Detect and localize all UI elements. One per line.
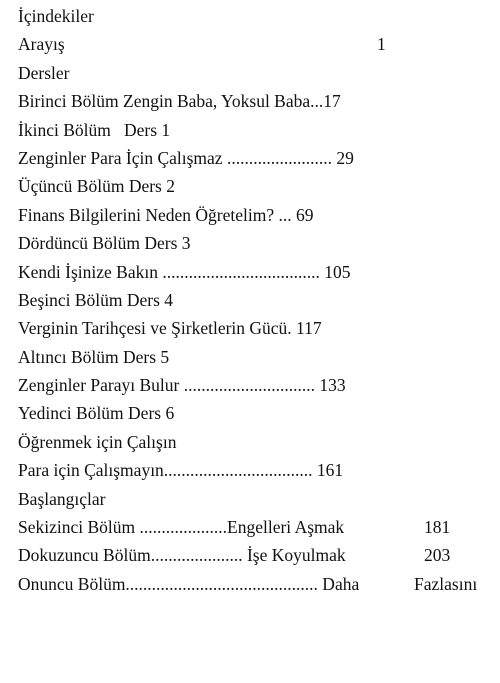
toc-entry-title: Arayış — [18, 34, 65, 55]
toc-entry-page: Fazlasını — [414, 573, 478, 594]
toc-entry-page: 1 — [377, 34, 386, 55]
toc-entry-page: 181 — [424, 517, 451, 538]
toc-entry — [18, 258, 490, 286]
toc-entry — [18, 371, 490, 399]
toc-entry-title: Zenginler Para İçin Çalışmaz ........................ 29 — [18, 147, 354, 168]
toc-entry — [18, 30, 490, 58]
toc-entry — [18, 541, 490, 569]
toc-entry-title: Öğrenmek için Çalışın — [18, 431, 177, 452]
toc-entry — [18, 314, 490, 342]
toc-heading — [18, 2, 490, 30]
toc-entry — [18, 456, 490, 484]
toc-chapter-heading — [18, 172, 490, 200]
toc-chapter-title: İkinci Bölüm Ders 1 — [18, 119, 171, 140]
toc-entry-title: Birinci Bölüm Zengin Baba, Yoksul Baba...17 — [18, 91, 341, 112]
toc-chapter-title: Dördüncü Bölüm Ders 3 — [18, 233, 191, 254]
toc-entry-title: Dokuzuncu Bölüm..................... İşe Koyulmak — [18, 545, 346, 566]
toc-entry-title: Para için Çalışmayın.................................. 161 — [18, 460, 344, 481]
toc-entry — [18, 570, 490, 598]
toc-entry — [18, 87, 490, 115]
table-of-contents — [18, 2, 490, 598]
toc-chapter-heading — [18, 116, 490, 144]
toc-entry — [18, 513, 490, 541]
toc-chapter-heading — [18, 399, 490, 427]
toc-entry-title: Verginin Tarihçesi ve Şirketlerin Gücü. 117 — [18, 318, 322, 339]
toc-heading-text: İçindekiler — [18, 6, 94, 26]
toc-chapter-title: Beşinci Bölüm Ders 4 — [18, 289, 174, 310]
toc-section-heading — [18, 485, 490, 513]
toc-entry-title: Sekizinci Bölüm ....................Engelleri Aşmak — [18, 517, 345, 538]
toc-chapter-heading — [18, 229, 490, 257]
toc-entry — [18, 428, 490, 456]
toc-section-title: Dersler — [18, 62, 70, 83]
toc-section-heading — [18, 59, 490, 87]
toc-chapter-title: Altıncı Bölüm Ders 5 — [18, 346, 170, 367]
toc-entry — [18, 201, 490, 229]
toc-chapter-title: Yedinci Bölüm Ders 6 — [18, 403, 175, 424]
toc-chapter-heading — [18, 286, 490, 314]
toc-entry-title: Kendi İşinize Bakın .................................... 105 — [18, 261, 351, 282]
toc-section-title: Başlangıçlar — [18, 488, 106, 509]
toc-entry-title: Onuncu Bölüm............................................ Daha — [18, 573, 360, 594]
toc-chapter-heading — [18, 343, 490, 371]
toc-entry — [18, 144, 490, 172]
toc-entry-title: Finans Bilgilerini Neden Öğretelim? ... 69 — [18, 204, 314, 225]
toc-chapter-title: Üçüncü Bölüm Ders 2 — [18, 176, 175, 197]
toc-entry-page: 203 — [424, 545, 451, 566]
toc-entry-title: Zenginler Parayı Bulur .............................. 133 — [18, 375, 346, 396]
